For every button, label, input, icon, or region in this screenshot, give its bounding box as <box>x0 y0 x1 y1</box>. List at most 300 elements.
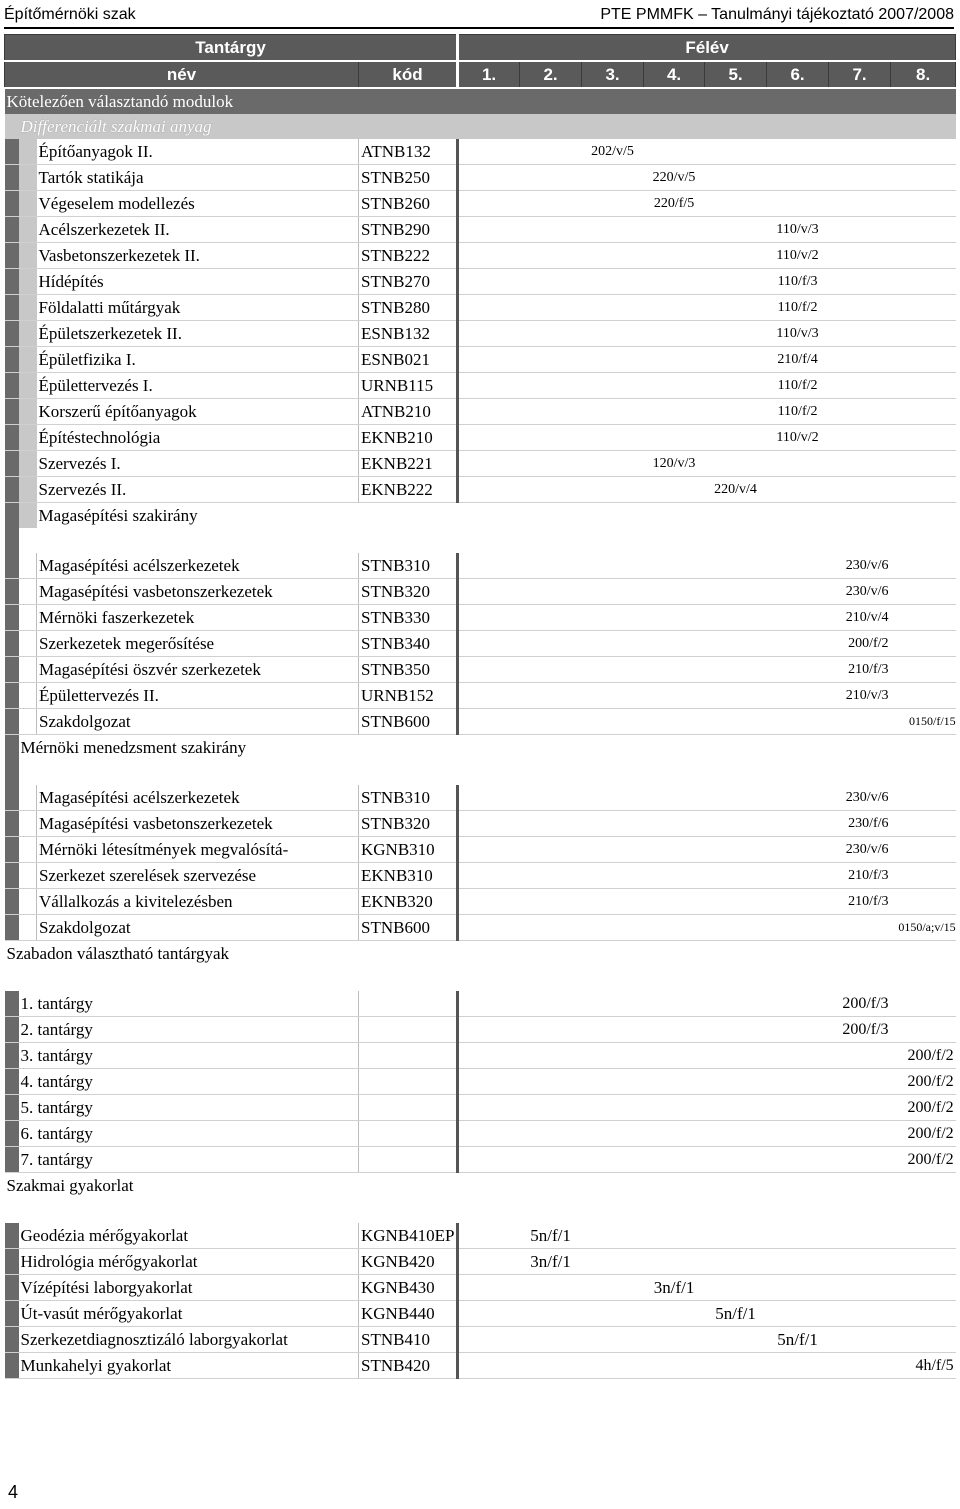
semester-cell <box>458 1095 520 1121</box>
semester-cell <box>767 1121 829 1147</box>
semester-cell <box>829 451 891 477</box>
semester-cell <box>891 139 956 165</box>
table-row <box>5 889 956 915</box>
table-row <box>5 657 956 683</box>
semester-cell <box>582 1147 644 1173</box>
table-row <box>5 1147 956 1173</box>
subject-name: Épülettervezés I. <box>37 373 359 399</box>
semester-cell <box>644 991 705 1017</box>
semester-cell <box>520 1327 582 1353</box>
semester-value: 5n/f/1 <box>520 1223 582 1249</box>
semester-cell <box>705 243 767 269</box>
semester-cell <box>829 321 891 347</box>
subject-name: Szerkezet szerelések szervezése <box>37 863 359 889</box>
subject-name: Magasépítési öszvér szerkezetek <box>37 657 359 683</box>
semester-cell <box>582 837 644 863</box>
subject-name: 5. tantárgy <box>19 1095 359 1121</box>
left-bar <box>5 165 19 191</box>
left-bar <box>5 1095 19 1121</box>
left-bar <box>5 605 19 631</box>
table-row <box>5 1017 956 1043</box>
semester-cell <box>644 1223 705 1249</box>
semester-cell <box>458 399 520 425</box>
semester-cell <box>891 1249 956 1275</box>
semester-cell <box>582 915 644 941</box>
left-bar <box>19 139 37 165</box>
semester-cell <box>520 709 582 735</box>
gap-row <box>5 760 956 785</box>
semester-cell <box>767 1301 829 1327</box>
semester-cell <box>644 321 705 347</box>
table-row <box>5 1121 956 1147</box>
semester-cell <box>520 683 582 709</box>
header-row-2 <box>5 61 956 88</box>
indent <box>19 631 37 657</box>
subject-code <box>359 991 458 1017</box>
left-bar <box>5 553 19 579</box>
semester-cell <box>458 1353 520 1379</box>
table-row <box>5 295 956 321</box>
semester-cell <box>582 451 644 477</box>
semester-cell <box>767 683 829 709</box>
indent <box>19 579 37 605</box>
semester-cell <box>767 1223 829 1249</box>
left-bar <box>5 139 19 165</box>
subject-name: Földalatti műtárgyak <box>37 295 359 321</box>
semester-cell <box>458 889 520 915</box>
semester-cell <box>705 863 767 889</box>
table-row <box>5 1223 956 1249</box>
left-bar <box>19 451 37 477</box>
subject-code: STNB280 <box>359 295 458 321</box>
left-bar <box>5 1043 19 1069</box>
semester-cell <box>644 683 705 709</box>
left-bar <box>5 1121 19 1147</box>
semester-cell <box>582 243 644 269</box>
semester-cell <box>829 1095 891 1121</box>
subject-code: STNB260 <box>359 191 458 217</box>
semester-cell <box>891 631 956 657</box>
left-bar <box>19 399 37 425</box>
indent <box>19 605 37 631</box>
semester-cell <box>705 991 767 1017</box>
header-row-1 <box>5 35 956 62</box>
semester-cell <box>829 139 891 165</box>
semester-cell <box>705 1017 767 1043</box>
table-row <box>5 863 956 889</box>
semester-cell <box>520 165 582 191</box>
semester-cell <box>705 709 767 735</box>
subject-name: Szerkezetek megerősítése <box>37 631 359 657</box>
semester-cell <box>829 217 891 243</box>
semester-cell <box>582 1069 644 1095</box>
semester-cell <box>891 785 956 811</box>
subject-name: Geodézia mérőgyakorlat <box>19 1223 359 1249</box>
subject-name: 4. tantárgy <box>19 1069 359 1095</box>
semester-cell <box>829 1275 891 1301</box>
semester-value: 110/v/2 <box>767 425 829 451</box>
semester-cell <box>520 553 582 579</box>
gap-row <box>5 1198 956 1223</box>
semester-cell <box>458 1301 520 1327</box>
left-bar <box>5 1147 19 1173</box>
semester-cell <box>582 991 644 1017</box>
semester-cell <box>458 1327 520 1353</box>
table-row <box>5 1301 956 1327</box>
table-row <box>5 683 956 709</box>
header-semester-2: 2. <box>520 61 582 88</box>
table-row <box>5 579 956 605</box>
semester-cell <box>520 631 582 657</box>
table-row <box>5 631 956 657</box>
semester-cell <box>767 837 829 863</box>
semester-cell <box>829 1249 891 1275</box>
semester-value: 200/f/2 <box>891 1121 956 1147</box>
semester-cell <box>829 477 891 503</box>
semester-cell <box>644 631 705 657</box>
semester-cell <box>644 399 705 425</box>
left-bar <box>19 373 37 399</box>
semester-cell <box>705 1147 767 1173</box>
semester-value: 230/v/6 <box>829 579 891 605</box>
module-title-row <box>5 88 956 114</box>
semester-cell <box>582 657 644 683</box>
semester-cell <box>705 553 767 579</box>
header-semester: Félév <box>458 35 956 62</box>
semester-cell <box>644 1069 705 1095</box>
subject-name: Szerkezetdiagnosztizáló laborgyakorlat <box>19 1327 359 1353</box>
subject-name: Hidrológia mérőgyakorlat <box>19 1249 359 1275</box>
semester-cell <box>891 863 956 889</box>
table-row <box>5 191 956 217</box>
semester-cell <box>829 191 891 217</box>
semester-cell <box>891 811 956 837</box>
table-row <box>5 709 956 735</box>
semester-value: 210/f/3 <box>829 657 891 683</box>
table-row <box>5 347 956 373</box>
semester-cell <box>458 915 520 941</box>
indent <box>19 709 37 735</box>
semester-cell <box>705 1043 767 1069</box>
table-row <box>5 1353 956 1379</box>
gap <box>5 966 956 991</box>
table-row <box>5 269 956 295</box>
left-bar <box>5 191 19 217</box>
subject-name: Mérnöki faszerkezetek <box>37 605 359 631</box>
subject-code: ATNB210 <box>359 399 458 425</box>
subject-name: Vállalkozás a kivitelezésben <box>37 889 359 915</box>
table-row <box>5 477 956 503</box>
semester-cell <box>767 579 829 605</box>
semester-cell <box>891 605 956 631</box>
gyak-title: Szakmai gyakorlat <box>6 1176 134 1195</box>
subject-name: Tartók statikája <box>37 165 359 191</box>
table-row <box>5 139 956 165</box>
semester-cell <box>458 991 520 1017</box>
semester-cell <box>705 139 767 165</box>
semester-cell <box>767 657 829 683</box>
semester-cell <box>582 553 644 579</box>
subject-name: Út-vasút mérőgyakorlat <box>19 1301 359 1327</box>
semester-cell <box>829 165 891 191</box>
semester-cell <box>767 605 829 631</box>
semester-cell <box>644 477 705 503</box>
left-bar <box>19 321 37 347</box>
semester-cell <box>891 321 956 347</box>
left-bar <box>5 709 19 735</box>
semester-cell <box>767 139 829 165</box>
table-row <box>5 243 956 269</box>
semester-cell <box>705 1069 767 1095</box>
semester-cell <box>582 631 644 657</box>
semester-cell <box>829 399 891 425</box>
semester-cell <box>767 477 829 503</box>
left-bar <box>5 1275 19 1301</box>
semester-cell <box>582 785 644 811</box>
subject-name: Szervezés II. <box>37 477 359 503</box>
semester-cell <box>582 321 644 347</box>
semester-cell <box>891 579 956 605</box>
semester-cell <box>705 915 767 941</box>
semester-cell <box>767 1043 829 1069</box>
indent <box>19 553 37 579</box>
semester-value: 220/v/5 <box>644 165 705 191</box>
left-bar <box>5 889 19 915</box>
semester-cell <box>829 709 891 735</box>
semester-cell <box>458 1017 520 1043</box>
semester-cell <box>767 1353 829 1379</box>
semester-cell <box>458 451 520 477</box>
semester-cell <box>458 139 520 165</box>
subject-code <box>359 1147 458 1173</box>
semester-cell <box>520 785 582 811</box>
header-semester-6: 6. <box>767 61 829 88</box>
semester-cell <box>582 1275 644 1301</box>
table-row <box>5 837 956 863</box>
semester-cell <box>520 191 582 217</box>
semester-value: 220/v/4 <box>705 477 767 503</box>
semester-cell <box>520 321 582 347</box>
semester-cell <box>705 683 767 709</box>
gap-row <box>5 966 956 991</box>
semester-cell <box>520 1301 582 1327</box>
semester-cell <box>767 991 829 1017</box>
semester-value: 210/f/3 <box>829 863 891 889</box>
header-name: név <box>5 61 359 88</box>
semester-cell <box>829 373 891 399</box>
subject-name: Magasépítési vasbetonszerkezetek <box>37 579 359 605</box>
header-rule <box>4 27 954 29</box>
semester-cell <box>644 373 705 399</box>
semester-cell <box>644 657 705 683</box>
semester-cell <box>582 1121 644 1147</box>
semester-cell <box>767 553 829 579</box>
semester-cell <box>705 785 767 811</box>
semester-cell <box>582 269 644 295</box>
subject-name: Épületfizika I. <box>37 347 359 373</box>
semester-cell <box>767 631 829 657</box>
subject-code: STNB320 <box>359 811 458 837</box>
semester-cell <box>458 657 520 683</box>
semester-cell <box>891 295 956 321</box>
semester-cell <box>829 1147 891 1173</box>
semester-value: 210/f/4 <box>767 347 829 373</box>
semester-cell <box>644 709 705 735</box>
subject-code: EKNB210 <box>359 425 458 451</box>
semester-cell <box>458 553 520 579</box>
indent <box>19 657 37 683</box>
subject-code <box>359 1095 458 1121</box>
semester-cell <box>644 243 705 269</box>
semester-value: 210/v/3 <box>829 683 891 709</box>
subject-code: EKNB320 <box>359 889 458 915</box>
table-row <box>5 1249 956 1275</box>
semester-cell <box>829 1069 891 1095</box>
semester-cell <box>644 269 705 295</box>
semester-cell <box>705 837 767 863</box>
left-bar <box>5 1069 19 1095</box>
semester-value: 5n/f/1 <box>705 1301 767 1327</box>
left-bar <box>5 863 19 889</box>
semester-value: 0150/f/15 <box>891 709 956 735</box>
semester-cell <box>520 915 582 941</box>
left-bar <box>19 243 37 269</box>
table-row <box>5 1069 956 1095</box>
subject-name: Mérnöki létesítmények megvalósítá- <box>37 837 359 863</box>
subject-code: STNB250 <box>359 165 458 191</box>
semester-cell <box>458 1223 520 1249</box>
semester-cell <box>705 269 767 295</box>
left-bar <box>19 217 37 243</box>
table-row <box>5 321 956 347</box>
semester-cell <box>644 915 705 941</box>
semester-cell <box>458 837 520 863</box>
gyak-title-row <box>5 1173 956 1199</box>
semester-cell <box>829 1121 891 1147</box>
subject-name: 2. tantárgy <box>19 1017 359 1043</box>
semester-cell <box>582 579 644 605</box>
subject-name: Szervezés I. <box>37 451 359 477</box>
semester-cell <box>458 373 520 399</box>
semester-cell <box>705 165 767 191</box>
subject-code: STNB290 <box>359 217 458 243</box>
semester-cell <box>705 811 767 837</box>
semester-cell <box>520 295 582 321</box>
semester-cell <box>458 217 520 243</box>
semester-cell <box>644 863 705 889</box>
semester-value: 230/v/6 <box>829 837 891 863</box>
semester-cell <box>582 1223 644 1249</box>
semester-cell <box>891 373 956 399</box>
semester-cell <box>582 811 644 837</box>
semester-cell <box>767 1095 829 1121</box>
subject-name: Korszerű építőanyagok <box>37 399 359 425</box>
semester-cell <box>829 1223 891 1249</box>
semester-cell <box>829 915 891 941</box>
header-semester-7: 7. <box>829 61 891 88</box>
header-semester-8: 8. <box>891 61 956 88</box>
semester-value: 5n/f/1 <box>767 1327 829 1353</box>
table-row <box>5 991 956 1017</box>
semester-cell <box>829 1353 891 1379</box>
semester-cell <box>458 811 520 837</box>
semester-cell <box>644 1121 705 1147</box>
semester-cell <box>829 295 891 321</box>
table-row <box>5 373 956 399</box>
semester-cell <box>644 1147 705 1173</box>
semester-cell <box>520 605 582 631</box>
semester-cell <box>705 295 767 321</box>
semester-value: 210/v/4 <box>829 605 891 631</box>
subject-name: Építőanyagok II. <box>37 139 359 165</box>
semester-cell <box>458 1121 520 1147</box>
table-row <box>5 217 956 243</box>
subject-name: Épületszerkezetek II. <box>37 321 359 347</box>
left-bar <box>5 760 19 785</box>
semester-cell <box>767 1017 829 1043</box>
semester-value: 200/f/2 <box>891 1043 956 1069</box>
semester-value: 230/v/6 <box>829 785 891 811</box>
semester-cell <box>891 269 956 295</box>
left-bar <box>5 1353 19 1379</box>
left-bar <box>5 1223 19 1249</box>
semester-cell <box>644 811 705 837</box>
semester-cell <box>458 269 520 295</box>
left-bar <box>5 295 19 321</box>
left-bar <box>5 243 19 269</box>
left-bar <box>19 477 37 503</box>
module-title: Kötelezően választandó modulok <box>5 88 956 114</box>
semester-cell <box>767 811 829 837</box>
gap <box>5 1198 956 1223</box>
semester-cell <box>705 631 767 657</box>
semester-cell <box>644 347 705 373</box>
semester-cell <box>582 399 644 425</box>
subject-name: Építéstechnológia <box>37 425 359 451</box>
magas-title-row <box>5 503 956 529</box>
semester-cell <box>644 1043 705 1069</box>
left-bar <box>5 579 19 605</box>
semester-cell <box>891 165 956 191</box>
subject-code: KGNB310 <box>359 837 458 863</box>
semester-cell <box>520 425 582 451</box>
semester-cell <box>644 553 705 579</box>
semester-cell <box>520 399 582 425</box>
semester-cell <box>891 217 956 243</box>
semester-cell <box>644 605 705 631</box>
indent <box>19 889 37 915</box>
semester-value: 200/f/2 <box>891 1069 956 1095</box>
left-bar <box>5 528 19 553</box>
semester-cell <box>705 321 767 347</box>
table-row <box>5 165 956 191</box>
semester-cell <box>458 165 520 191</box>
semester-cell <box>891 191 956 217</box>
semester-cell <box>582 1353 644 1379</box>
left-bar <box>19 347 37 373</box>
table-row <box>5 1095 956 1121</box>
header-left: Építőmérnöki szak <box>4 6 136 23</box>
semester-value: 3n/f/1 <box>520 1249 582 1275</box>
subject-code: STNB600 <box>359 709 458 735</box>
subject-name: Vízépítési laborgyakorlat <box>19 1275 359 1301</box>
semester-cell <box>520 477 582 503</box>
semester-cell <box>891 657 956 683</box>
semester-cell <box>705 657 767 683</box>
left-bar <box>5 915 19 941</box>
semester-cell <box>582 1327 644 1353</box>
semester-cell <box>458 579 520 605</box>
